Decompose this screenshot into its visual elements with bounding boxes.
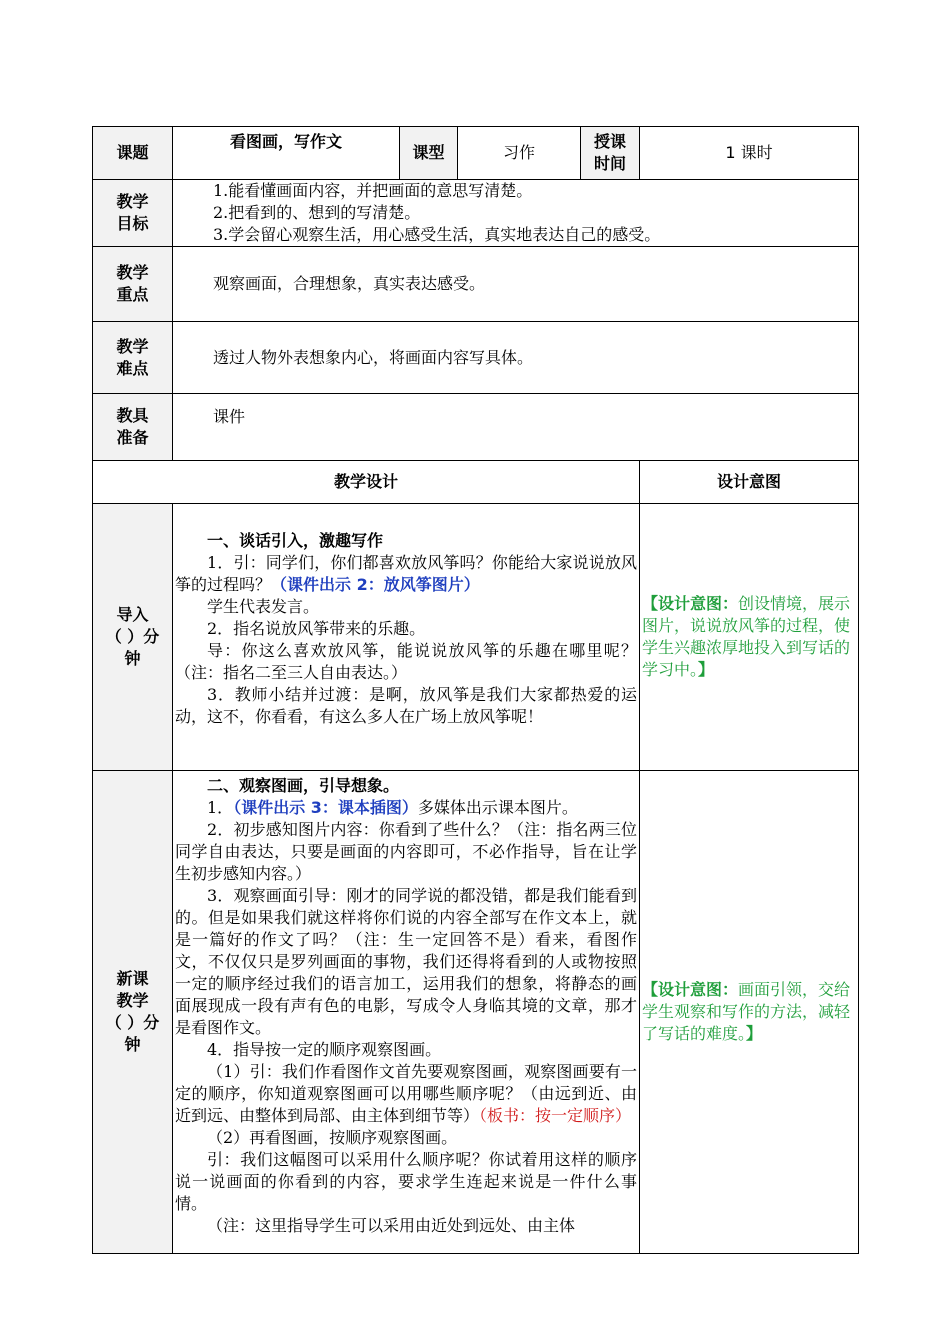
goals-content	[173, 180, 859, 247]
difficulty-row	[93, 322, 859, 394]
focus-label	[93, 247, 173, 322]
intent-text: 画面引领，交给学生观察和写作的方法，减轻了写话的难度。	[642, 980, 851, 1043]
paragraph-number: 1．	[207, 798, 234, 817]
intent-bold: 【设计意图：	[642, 594, 739, 613]
intro-label-line3: 钟	[124, 649, 141, 668]
newlesson-label-line4: 钟	[124, 1035, 141, 1054]
type-value: 习作	[458, 127, 581, 180]
intent-text: 创设情境，展示图片，说说放风筝的过程，使学生兴趣浓厚地投入到写话的学习中。	[642, 594, 851, 679]
paragraph-text: 多媒体出示课本图片。	[417, 798, 578, 817]
paragraph	[175, 552, 637, 596]
goals-label-line1: 教学	[116, 192, 149, 211]
difficulty-label	[93, 322, 173, 394]
intent-end: 】	[698, 660, 715, 679]
goal-item: 3.学会留心观察生活，用心感受生活，真实地表达自己的感受。	[213, 225, 661, 244]
intro-intent	[640, 504, 859, 771]
time-label-line1: 授课	[593, 132, 626, 151]
design-header-right: 设计意图	[640, 461, 859, 504]
newlesson-label-line3: （ ）分	[105, 1013, 160, 1032]
newlesson-row	[93, 771, 859, 1254]
difficulty-label-line1: 教学	[116, 336, 149, 356]
type-label: 课型	[400, 127, 458, 180]
paragraph	[175, 797, 637, 819]
newlesson-intent	[640, 771, 859, 1254]
design-header-left: 教学设计	[93, 461, 640, 504]
courseware-note: （课件出示 3：课本插图）	[233, 798, 418, 817]
goal-item: 2.把看到的、想到的写清楚。	[213, 203, 421, 222]
time-label-line2: 时间	[593, 154, 626, 173]
goal-item: 1.能看懂画面内容，并把画面的意思写清楚。	[213, 181, 533, 200]
courseware-note: （课件出示 2：放风筝图片）	[271, 575, 480, 594]
paragraph: 导：你这么喜欢放风筝，能说说放风筝的乐趣在哪里呢？（注：指名二至三人自由表达。）	[175, 641, 637, 682]
paragraph: 3．教师小结并过渡：是啊，放风筝是我们大家都热爱的运动，这不，你看看，有这么多人在广场上放风筝呢！	[175, 685, 637, 726]
section-title: 二、观察图画，引导想象。	[207, 776, 400, 795]
topic-value: 看图画，写作文	[173, 127, 400, 180]
paragraph: 2．初步感知图片内容：你看到了些什么？（注：指名两三位同学自由表达，只要是画面的内容即可，不必作指导，旨在让学生初步感知内容。）	[175, 820, 637, 883]
difficulty-value: 透过人物外表想象内心，将画面内容写具体。	[173, 322, 859, 394]
paragraph: 4．指导按一定的顺序观察图画。	[207, 1040, 442, 1059]
time-value: 1 课时	[640, 127, 859, 180]
difficulty-label-line2: 难点	[116, 358, 149, 378]
focus-row	[93, 247, 859, 322]
section-title: 一、谈话引入，激趣写作	[207, 531, 384, 550]
paragraph-text: （1）引：我们作看图作文首先要观察图画，观察图画要有一定的顺序，你知道观察图画可以用哪些顺序呢？（由远到近、由近到远、由整体到局部、由主体到细节等）	[175, 1062, 637, 1125]
tools-label-line2: 准备	[116, 428, 149, 447]
intent-end: 】	[746, 1024, 763, 1043]
newlesson-content	[173, 771, 640, 1254]
intro-label-line1: 导入	[116, 605, 149, 624]
focus-label-line2: 重点	[116, 285, 149, 304]
lesson-plan-table	[92, 126, 859, 1254]
goals-row	[93, 180, 859, 247]
header-row	[93, 127, 859, 180]
design-header-row	[93, 461, 859, 504]
paragraph: 学生代表发言。	[207, 597, 320, 616]
intro-row	[93, 504, 859, 771]
goals-label-line2: 目标	[116, 214, 149, 233]
paragraph: 2．指名说放风筝带来的乐趣。	[207, 619, 426, 638]
paragraph: 引：我们这幅图可以采用什么顺序呢？你试着用这样的顺序说一说画面的你看到的内容，要求学生连起来说是一件什么事情。	[175, 1150, 637, 1213]
intent-bold: 【设计意图：	[642, 980, 739, 999]
time-label	[581, 127, 640, 180]
paragraph: （2）再看图画，按顺序观察图画。	[207, 1128, 458, 1147]
newlesson-label-line1: 新课	[116, 969, 149, 988]
focus-value: 观察画面，合理想象，真实表达感受。	[173, 247, 859, 322]
tools-row	[93, 394, 859, 461]
topic-label: 课题	[93, 127, 173, 180]
goals-label	[93, 180, 173, 247]
intro-content	[173, 504, 640, 771]
focus-label-line1: 教学	[116, 263, 149, 282]
paragraph: 3．观察画面引导：刚才的同学说的都没错，都是我们能看到的。但是如果我们就这样将你们说的内容全部写在作文本上，就是一篇好的作文了吗？（注：生一定回答不是）看来，看图作文，不仅仅只是罗列画面的事物，我们还得将看到的人或物按照一定的顺序经过我们的语言加工，运用我们的想象，将静态的画面展现成一段有声有色的电影，写成令人身临其境的文章，那才是看图作文。	[175, 886, 637, 1037]
intro-label-line2: （ ）分	[105, 627, 160, 646]
tools-label	[93, 394, 173, 461]
paragraph	[175, 1061, 637, 1127]
intro-label	[93, 504, 173, 771]
tools-label-line1: 教具	[116, 406, 149, 425]
newlesson-label	[93, 771, 173, 1254]
tools-value: 课件	[173, 394, 859, 461]
paragraph: （注：这里指导学生可以采用由近处到远处、由主体	[207, 1216, 576, 1235]
newlesson-label-line2: 教学	[116, 991, 149, 1010]
board-note: （板书：按一定顺序）	[479, 1106, 632, 1125]
paragraph-text: 1．引：同学们，你们都喜欢放风筝吗？你能给大家说说放风筝的过程吗？	[175, 553, 637, 594]
